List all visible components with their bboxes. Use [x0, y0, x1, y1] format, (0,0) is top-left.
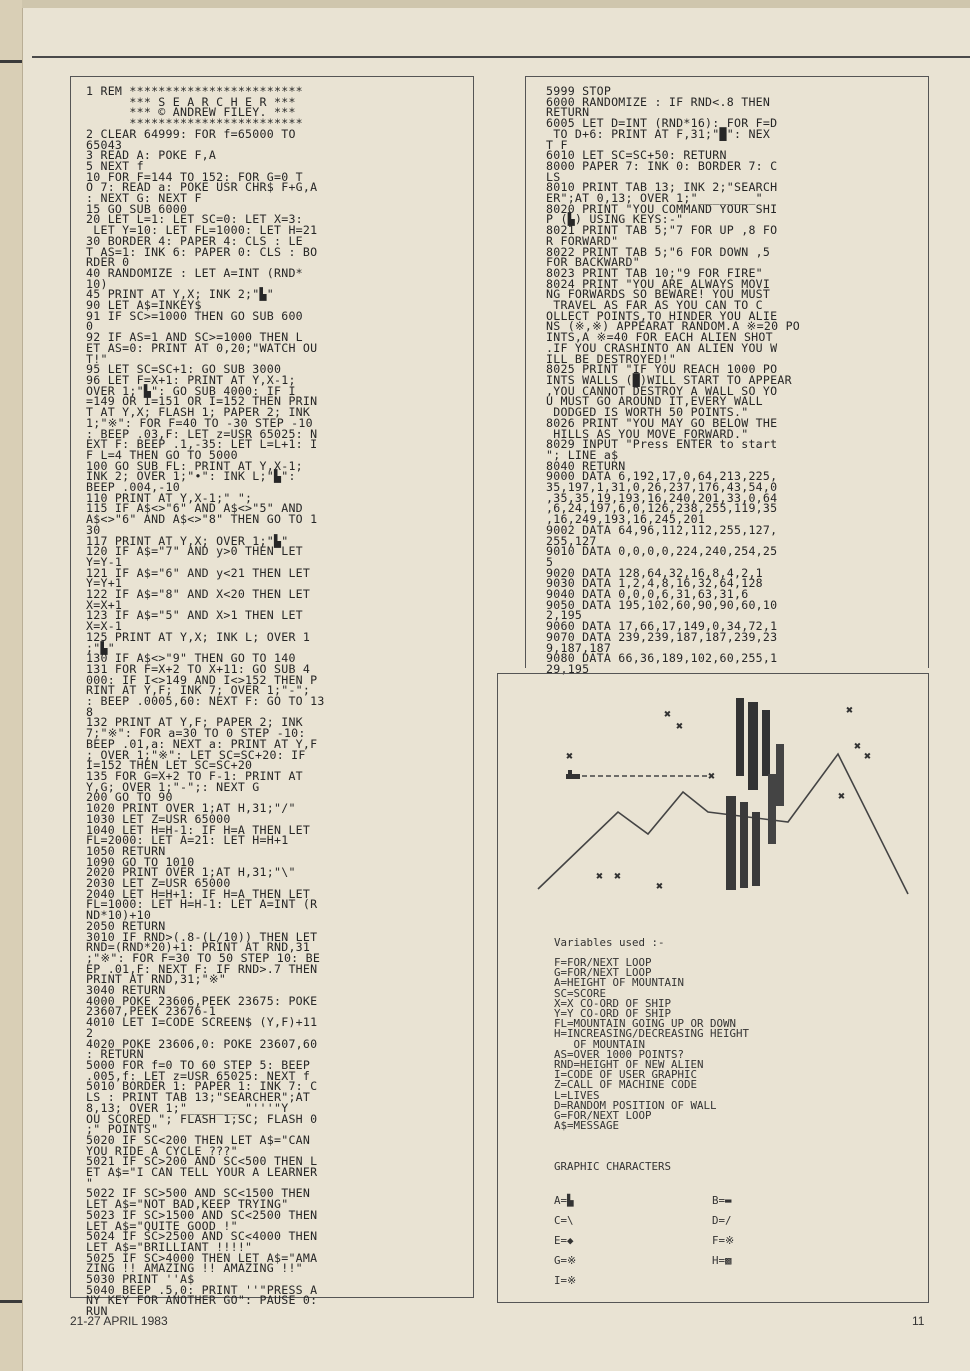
graphic-char-key: A= [554, 1194, 568, 1207]
listing-line: 3 READ A: POKE F,A [86, 148, 217, 163]
graphic-char-item [712, 1214, 732, 1227]
listing-line: 120 IF A$="7" AND y>0 THEN LET [86, 544, 303, 559]
variable-item: H=INCREASING/DECREASING HEIGHT [554, 1027, 750, 1041]
listing-line: EXT F: BEEP .1,-35: LET L=L+1: I [86, 437, 318, 452]
graphic-char-item [712, 1254, 732, 1267]
listing-line: =149 OR I=151 OR I=152 THEN PRIN [86, 394, 318, 409]
listing-line: ************************ [86, 116, 303, 131]
graphic-char-glyph: ▙ [567, 1194, 574, 1207]
listing-line: T AT Y,X; FLASH 1; PAPER 2; INK [86, 405, 311, 420]
listing-line: INTS WALLS (█)WILL START TO APPEAR [546, 372, 792, 387]
listing-line: 8024 PRINT "YOU ARE ALWAYS MOVI [546, 276, 771, 291]
variable-item: D=RANDOM POSITION OF WALL [554, 1098, 717, 1112]
graphic-char-key: I= [554, 1274, 568, 1287]
listing-line: ZING !! AMAZING !! AMAZING !!" [86, 1261, 303, 1276]
listing-line: 8021 PRINT TAB 5;"7 FOR UP ,8 FO [546, 223, 778, 238]
wall [752, 812, 760, 886]
listing-line: FOR BACKWARD" [546, 255, 640, 270]
variable-item: L=LIVES [554, 1088, 600, 1102]
listing-line: : BEEP .0005,60: NEXT F: GO TO 13 [86, 694, 325, 709]
listing-line: EP .01,F: NEXT F: IF RND>.7 THEN [86, 961, 318, 976]
listing-line: ;" POINTS" [86, 1122, 159, 1137]
listing-line: 5000 FOR f=0 TO 60 STEP 5: BEEP [86, 1057, 311, 1072]
listing-line: 5040 BEEP .5,0: PRINT ''"PRESS A [86, 1282, 318, 1297]
listing-line: " [86, 1175, 94, 1190]
listing-line: 10 FOR F=144 TO 152: FOR G=0 T [86, 169, 303, 184]
listing-line: ILL BE DESTROYED!" [546, 351, 677, 366]
listing-line: NY KEY FOR ANOTHER GO": PAUSE 0: [86, 1293, 318, 1308]
listing-line: 29,195 [546, 661, 590, 676]
listing-line: R FORWARD" [546, 233, 619, 248]
listing-line: 7;"※": FOR a=30 TO 0 STEP -10: [86, 726, 306, 741]
listing-line: RND=(RND*20)+1: PRINT AT RND,31 [86, 940, 311, 955]
listing-line: RUN [86, 1304, 108, 1319]
listing-line: 5030 PRINT ''A$ [86, 1272, 195, 1287]
listing-line: 90 LET A$=INKEY$ [86, 298, 202, 313]
listing-line: ET A$="I CAN TELL YOUR A LEARNER [86, 1165, 318, 1180]
listing-line: LS [546, 169, 561, 184]
listing-line: I=152 THEN LET SC=SC+20 [86, 758, 253, 773]
graphic-char-glyph: ▬ [725, 1194, 732, 1207]
listing-line: 9040 DATA 0,0,0,6,31,63,31,6 [546, 587, 749, 602]
listing-line: 8023 PRINT TAB 10;"9 FOR FIRE" [546, 265, 763, 280]
listing-line: 131 FOR F=X+2 TO X+11: GO SUB 4 [86, 661, 311, 676]
listing-line: T F [546, 137, 568, 152]
listing-line: 2020 PRINT OVER 1;AT H,31;"\" [86, 865, 296, 880]
listing-line: 9060 DATA 17,66,17,149,0,34,72,1 [546, 619, 778, 634]
variable-item: SC=SCORE [554, 986, 607, 1000]
graphic-char-key: H= [712, 1254, 726, 1267]
variable-item: A=HEIGHT OF MOUNTAIN [554, 976, 685, 990]
listing-line: "; LINE a$ [546, 447, 619, 462]
wall [748, 702, 758, 790]
listing-line: A$<>"6" AND A$<>"8" THEN GO TO 1 [86, 512, 318, 527]
listing-line: 9050 DATA 195,102,60,90,90,60,10 [546, 597, 778, 612]
graphic-char-glyph: \ [567, 1214, 574, 1227]
listing-line: 23607,PEEK 23676-1 [86, 1004, 217, 1019]
listing-line: .IF YOU CRASHINTO AN ALIEN YOU W [546, 340, 778, 355]
graphic-char-glyph: ※ [725, 1234, 735, 1247]
listing-line: 8 [86, 704, 94, 719]
listing-line: 1;"※": FOR F=40 TO -30 STEP -10 [86, 415, 313, 430]
listing-line: 2050 RETURN [86, 918, 166, 933]
listing-line: T AS=1: INK 6: PAPER 0: CLS : BO [86, 244, 318, 259]
listing-line: 8025 PRINT "IF YOU REACH 1000 PO [546, 362, 778, 377]
listing-line: 6005 LET D=INT (RND*16): FOR F=D [546, 116, 778, 131]
listing-line: 110 PRINT AT Y,X-1;" "; [86, 490, 253, 505]
listing-line: 92 IF AS=1 AND SC>=1000 THEN L [86, 330, 303, 345]
listing-line: 8,13; OVER 1;"________"'''"Y [86, 1100, 289, 1115]
listing-line: 8000 PAPER 7: INK 0: BORDER 7: C [546, 158, 778, 173]
listing-line: .005,f: LET z=USR 65025: NEXT f [86, 1068, 311, 1083]
listing-line: 3040 RETURN [86, 983, 166, 998]
variable-item: Z=CALL OF MACHINE CODE [554, 1078, 698, 1092]
listing-line: 000: IF I<>149 AND I<>152 THEN P [86, 672, 318, 687]
listing-line: 123 IF A$="5" AND X>1 THEN LET [86, 608, 303, 623]
graphic-char-key: E= [554, 1234, 568, 1247]
graphic-char-key: F= [712, 1234, 726, 1247]
wall [768, 774, 776, 844]
svg-text:✖: ✖ [864, 749, 872, 763]
listing-line: 9,187,187 [546, 640, 612, 655]
graphic-char-glyph: ▩ [725, 1254, 732, 1267]
mountain-line [538, 754, 908, 894]
ship-icon [566, 770, 580, 779]
listing-line: ND*10)+10 [86, 908, 152, 923]
listing-line: NG FORWARDS SO BEWARE! YOU MUST [546, 287, 771, 302]
variable-item: FL=MOUNTAIN GOING UP OR DOWN [554, 1017, 737, 1031]
listing-line: 125 PRINT AT Y,X; INK L; OVER 1 [86, 629, 311, 644]
listing-line: X=X-1 [86, 619, 123, 634]
graphic-char-glyph: ◆ [567, 1234, 574, 1247]
graphic-char-item [554, 1274, 576, 1287]
svg-text:✖: ✖ [614, 869, 622, 883]
listing-line: 10) [86, 276, 108, 291]
listing-line: Y=Y-1 [86, 554, 123, 569]
listing-line: LET A$="NOT BAD,KEEP TRYING" [86, 1197, 289, 1212]
listing-line: ,YOU CANNOT DESTROY A WALL SO YO [546, 383, 778, 398]
listing-line: 5024 IF SC>2500 AND SC<4000 THEN [86, 1229, 318, 1244]
listing-right [546, 86, 886, 675]
game-screen [508, 684, 918, 909]
graphic-char-key: D= [712, 1214, 726, 1227]
listing-line: 130 IF A$<>"9" THEN GO TO 140 [86, 651, 296, 666]
listing-line: P (▙) USING KEYS:-" [546, 212, 684, 227]
svg-text:✖: ✖ [566, 749, 574, 763]
listing-line: BEEP .01,a: NEXT a: PRINT AT Y,F [86, 736, 318, 751]
listing-line: 9020 DATA 128,64,32,16,8,4,2,1 [546, 565, 763, 580]
graphic-char-key: G= [554, 1254, 568, 1267]
listing-line: U MUST GO AROUND IT,EVERY WALL [546, 394, 763, 409]
listing-line: Y,G; OVER 1;"-";: NEXT G [86, 779, 260, 794]
listing-line: 5 NEXT f [86, 158, 144, 173]
graphic-char-glyph: ※ [567, 1274, 577, 1287]
listing-line: LET A$="BRILLIANT !!!!" [86, 1239, 253, 1254]
listing-line: 100 GO SUB FL: PRINT AT Y,X-1; [86, 458, 303, 473]
top-strip [22, 0, 970, 8]
svg-text:✖: ✖ [656, 879, 664, 893]
listing-line: 122 IF A$="8" AND X<20 THEN LET [86, 587, 311, 602]
listing-line: OU SCORED "; FLASH 1;SC; FLASH 0 [86, 1111, 318, 1126]
spine-mark [0, 1300, 22, 1303]
listing-line: 9002 DATA 64,96,112,112,255,127, [546, 522, 778, 537]
listing-line: OVER 1;"▙": GO SUB 4000: IF I [86, 383, 296, 398]
listing-line: DODGED IS WORTH 50 POINTS." [546, 405, 749, 420]
graphic-char-glyph: ※ [567, 1254, 577, 1267]
listing-line: ET AS=0: PRINT AT 0,20;"WATCH OU [86, 340, 318, 355]
listing-line: 30 [86, 522, 101, 537]
listing-line: 5999 STOP [546, 84, 612, 98]
listing-line: 2030 LET Z=USR 65000 [86, 876, 231, 891]
variable-item: F=FOR/NEXT LOOP [554, 956, 652, 969]
graphic-char-item [554, 1214, 574, 1227]
listing-line: *** S E A R C H E R *** [86, 94, 296, 109]
binding-spine [0, 0, 23, 1371]
listing-line: 5020 IF SC<200 THEN LET A$="CAN [86, 1132, 311, 1147]
wall [740, 802, 748, 888]
listing-line: HILLS AS YOU MOVE FORWARD." [546, 426, 749, 441]
listing-line: ;"▙" [86, 640, 115, 655]
variable-item: Y=Y CO-ORD OF SHIP [554, 1007, 672, 1021]
variable-item: A$=MESSAGE [554, 1119, 620, 1133]
listing-line: 1050 RETURN [86, 843, 166, 858]
listing-line: : BEEP .03,F: LET z=USR 65025: N [86, 426, 318, 441]
listing-line: 2040 LET H=H+1: IF H=A THEN LET [86, 886, 311, 901]
listing-line: RINT AT Y,F; INK 7; OVER 1;"-"; [86, 683, 311, 698]
listing-line: 5 [546, 554, 554, 569]
listing-line: RETURN [546, 105, 590, 120]
listing-line: 1020 PRINT OVER 1;AT H,31;"/" [86, 801, 296, 816]
svg-text:✖: ✖ [596, 869, 604, 883]
listing-line: 91 IF SC>=1000 THEN GO SUB 600 [86, 308, 303, 323]
graphic-char-item [554, 1194, 574, 1207]
listing-line: 1030 LET Z=USR 65000 [86, 811, 231, 826]
svg-text:✖: ✖ [708, 769, 716, 783]
spine-mark [0, 60, 22, 63]
wall [762, 710, 770, 776]
graphic-char-key: C= [554, 1214, 568, 1227]
listing-line: *** © ANDREW FILEY. *** [86, 105, 296, 120]
graphics-title: GRAPHIC CHARACTERS [554, 1160, 672, 1173]
listing-line: 8020 PRINT "YOU COMMAND YOUR SHI [546, 201, 778, 216]
listing-line: OLLECT POINTS,TO HINDER YOU ALIE [546, 308, 778, 323]
listing-line: NS (※,※) APPEARAT RANDOM.A ※=20 PO [546, 319, 801, 334]
listing-left [86, 86, 456, 1317]
variable-item: G=FOR/NEXT LOOP [554, 1109, 652, 1123]
wall [776, 744, 784, 806]
listing-line: 15 GO SUB 6000 [86, 201, 188, 216]
listing-line: 9070 DATA 239,239,187,187,239,23 [546, 629, 778, 644]
listing-line: 5010 BORDER 1: PAPER 1: INK 7: C [86, 1079, 318, 1094]
variable-item: RND=HEIGHT OF NEW ALIEN [554, 1058, 704, 1072]
listing-line: 4000 POKE 23606,PEEK 23675: POKE [86, 993, 318, 1008]
listing-line: 2,195 [546, 608, 583, 623]
listing-line: 65043 [86, 137, 123, 152]
listing-line: INK 2; OVER 1;"•": INK L;"▙": [86, 469, 296, 484]
listing-line: 8040 RETURN [546, 458, 626, 473]
listing-line: LET A$="QUITE GOOD !" [86, 1218, 238, 1233]
listing-line: 4010 LET I=CODE SCREEN$ (Y,F)+11 [86, 1015, 318, 1030]
listing-line: 40 RANDOMIZE : LET A=INT (RND* [86, 265, 303, 280]
listing-line: O 7: READ a: POKE USR CHR$ F+G,A [86, 180, 318, 195]
listing-line: BEEP .004,-10 [86, 480, 180, 495]
listing-line: TO D+6: PRINT AT F,31;"█": NEX [546, 126, 771, 141]
graphic-char-item [554, 1254, 576, 1267]
listing-line: 6010 LET SC=SC+50: RETURN [546, 148, 727, 163]
listing-line: 96 LET F=X+1: PRINT AT Y,X-1; [86, 372, 296, 387]
listing-line: 45 PRINT AT Y,X; INK 2;"▙" [86, 287, 274, 302]
listing-line: RDER 0 [86, 255, 130, 270]
alien-icon [566, 703, 871, 893]
listing-line: 200 GO TO 90 [86, 790, 173, 805]
screenshot-frame [497, 673, 929, 1303]
wall [726, 796, 736, 890]
svg-text:✖: ✖ [664, 707, 672, 721]
variable-item: OF MOUNTAIN [554, 1037, 646, 1051]
listing-line: 1090 GO TO 1010 [86, 854, 195, 869]
listing-line: X=X+1 [86, 597, 123, 612]
listing-line: 121 IF A$="6" AND y<21 THEN LET [86, 565, 311, 580]
listing-line: 9030 DATA 1,2,4,8,16,32,64,128 [546, 576, 763, 591]
listing-line: 8022 PRINT TAB 5;"6 FOR DOWN ,5 [546, 244, 771, 259]
listing-line: LET Y=10: LET FL=1000: LET H=21 [86, 223, 318, 238]
listing-line: 2 [86, 1025, 94, 1040]
listing-line: 5023 IF SC>1500 AND SC<2500 THEN [86, 1207, 318, 1222]
listing-line: 35,197,1,31,0,26,237,176,43,54,0 [546, 480, 778, 495]
listing-line: ,6,24,197,6,0,126,238,255,119,35 [546, 501, 778, 516]
listing-line: ER";AT 0,13; OVER 1;"________" [546, 191, 763, 206]
svg-text:✖: ✖ [838, 789, 846, 803]
listing-line: 8010 PRINT TAB 13; INK 2;"SEARCH [546, 180, 778, 195]
listing-line: 5022 IF SC>500 AND SC<1500 THEN [86, 1186, 311, 1201]
listing-line: TRAVEL AS FAR AS YOU CAN TO C [546, 298, 763, 313]
variables-title: Variables used :- [554, 936, 665, 949]
listing-line: 9080 DATA 66,36,189,102,60,255,1 [546, 651, 778, 666]
listing-line: 5021 IF SC>200 AND SC<500 THEN L [86, 1154, 318, 1169]
listing-line: 135 FOR G=X+2 TO F-1: PRINT AT [86, 769, 303, 783]
listing-line: 1040 LET H=H-1: IF H=A THEN LET [86, 822, 311, 837]
listing-line: 8026 PRINT "YOU MAY GO BELOW THE [546, 415, 778, 430]
svg-text:✖: ✖ [854, 739, 862, 753]
listing-line: LS : PRINT TAB 13;"SEARCHER";AT [86, 1090, 311, 1105]
graphic-char-key: B= [712, 1194, 726, 1207]
variable-item: I=CODE OF USER GRAPHIC [554, 1068, 698, 1082]
listing-line: ,16,249,193,16,245,201 [546, 512, 706, 527]
listing-line: FL=2000: LET A=21: LET H=H+1 [86, 833, 289, 848]
listing-line: 115 IF A$<>"6" AND A$<>"5" AND [86, 501, 303, 516]
variables-list [554, 958, 749, 1131]
wall [736, 698, 744, 776]
listing-line: 0 [86, 319, 94, 334]
listing-line: 117 PRINT AT Y,X; OVER 1;"▙" [86, 533, 289, 548]
header-rule [32, 56, 970, 58]
listing-line: PRINT AT RND,31;"※" [86, 972, 227, 987]
listing-line: FL=1000: LET H=H-1: LET A=INT (R [86, 897, 318, 912]
graphic-char-item [554, 1234, 574, 1247]
variable-item: X=X CO-ORD OF SHIP [554, 996, 672, 1010]
footer-date: 21-27 APRIL 1983 [70, 1314, 168, 1328]
listing-line: : RETURN [86, 1047, 144, 1062]
svg-text:✖: ✖ [846, 703, 854, 717]
listing-line: 3010 IF RND>(.8-(L/10)) THEN LET [86, 929, 318, 944]
listing-line: 9010 DATA 0,0,0,0,224,240,254,25 [546, 544, 778, 559]
listing-line: 255,127 [546, 533, 597, 548]
listing-line: Y=Y+1 [86, 576, 123, 591]
listing-line: ;"※": FOR F=30 TO 50 STEP 10: BE [86, 950, 321, 965]
listing-line: 2 CLEAR 64999: FOR f=65000 TO [86, 126, 296, 141]
listing-line: 1 REM ************************ [86, 84, 303, 98]
listing-line: 30 BORDER 4: PAPER 4: CLS : LE [86, 233, 303, 248]
listing-line: 5025 IF SC>4000 THEN LET A$="AMA [86, 1250, 318, 1265]
listing-line: INTS,A ※=40 FOR EACH ALIEN SHOT [546, 330, 773, 345]
listing-line: 8029 INPUT "Press ENTER to start [546, 437, 778, 452]
listing-line: 20 LET L=1: LET SC=0: LET X=3: [86, 212, 303, 227]
listing-line: T!" [86, 351, 108, 366]
listing-line: 4020 POKE 23606,0: POKE 23607,60 [86, 1036, 318, 1051]
listing-line: 9000 DATA 6,192,17,0,64,213,225, [546, 469, 778, 484]
graphic-char-item [712, 1194, 732, 1207]
graphic-char-glyph: / [725, 1214, 732, 1227]
graphic-char-item [712, 1234, 734, 1247]
footer-page-number: 11 [912, 1314, 925, 1328]
svg-text:✖: ✖ [676, 719, 684, 733]
listing-line: ,35,35,19,193,16,240,201,33,0,64 [546, 490, 778, 505]
listing-line: 132 PRINT AT Y,F; PAPER 2; INK [86, 715, 303, 730]
listing-line: ; OVER 1;"※": LET SC=SC+20: IF [86, 747, 306, 762]
variable-item: G=FOR/NEXT LOOP [554, 966, 652, 980]
listing-line: : NEXT G: NEXT F [86, 191, 202, 206]
variable-item: AS=OVER 1000 POINTS? [554, 1047, 685, 1061]
listing-line: 95 LET SC=SC+1: GO SUB 3000 [86, 362, 282, 377]
listing-line: YOU RIDE A CYCLE ???" [86, 1143, 238, 1158]
listing-line: 6000 RANDOMIZE : IF RND<.8 THEN [546, 94, 771, 109]
listing-line: F L=4 THEN GO TO 5000 [86, 447, 238, 462]
